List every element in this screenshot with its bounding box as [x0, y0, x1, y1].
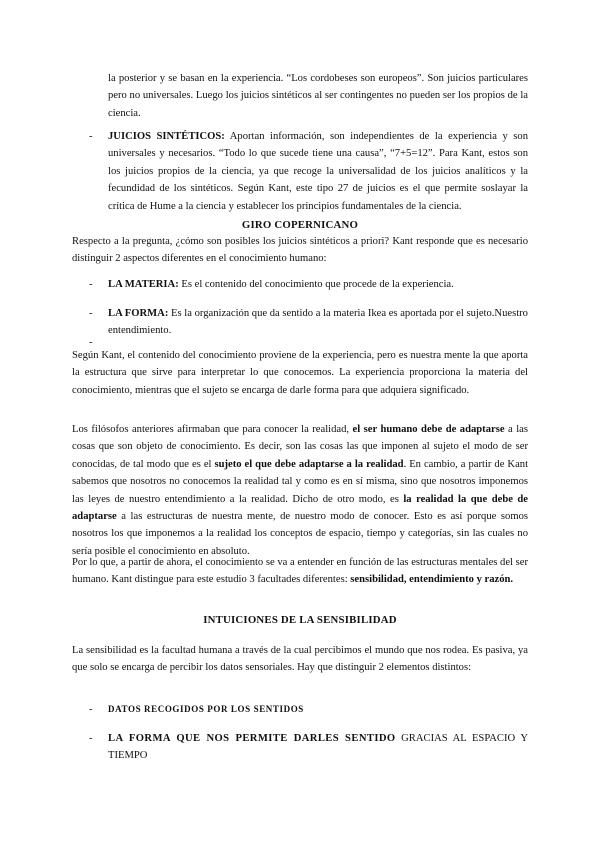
- bullet-marker: -: [89, 279, 93, 290]
- bullet-marker: -: [89, 704, 93, 715]
- bullet-datos-recogidos: [108, 701, 528, 718]
- paragraph-filosofos-anteriores: [72, 421, 528, 560]
- bold-sujeto: sujeto el que debe adaptarse a la realidad: [214, 458, 404, 470]
- bullet-juicios-sinteticos: [108, 128, 528, 215]
- term-forma-sentido: LA FORMA QUE NOS PERMITE DARLES SENTIDO: [108, 733, 396, 744]
- bullet-text: GRACIAS AL ESPACIO Y TIEMPO: [108, 733, 528, 762]
- text-run: . En cambio, a partir de Kant sabemos que nosotros no conocemos la realidad tal y como es en sí misma, sino que nosotros imponemos las leyes de nuestro entendimiento a la realidad. Dicho de otro modo, es: [72, 458, 529, 505]
- paragraph-sensibilidad: La sensibilidad es la facultad humana a través de la cual percibimos el mundo que nos rodea. Es pasiva, ya que solo se encarga de percibir los datos sensoriales. Hay que distinguir 2 elementos distintos:: [72, 645, 528, 674]
- paragraph-pregunta: Respecto a la pregunta, ¿cómo son posibles los juicios sintéticos a priori? Kant responde que es necesario distinguir 2 aspectos diferentes en el conocimiento humano:: [72, 236, 528, 265]
- term-datos-recogidos: DATOS RECOGIDOS POR LOS SENTIDOS: [108, 704, 304, 714]
- text-run: a las estructuras de nuestra mente, de nuestro modo de conocer. Esto es así porque somos nosotros los que imponemos a la realidad los conceptos de espacio, tiempo y categorías, sin las cuales no sería posible el conocimiento en absoluto.: [72, 511, 528, 557]
- paragraph-estructuras-mentales: [72, 554, 528, 589]
- paragraph-contenido-conocimiento: Según Kant, el contenido del conocimiento proviene de la experiencia, pero es nuestra mente la que aporta la estructura que sirve para interpretar lo que conocemos. La experiencia proporciona la materia del conocimiento, mientras que el sujeto se encarga de darle forma para que adquiera significado.: [72, 350, 528, 396]
- bold-realidad: la realidad la que debe de adaptarse: [72, 493, 529, 523]
- bullet-marker-empty: -: [89, 337, 93, 348]
- bullet-la-forma: [108, 305, 528, 340]
- bullet-text: Aportan información, son independientes de la experiencia y son universales y necesarios. “Todo lo que sucede tiene una causa”, “7+5=12”. Para Kant, estos son los juicios propios de la ciencia, ya que recoge la universalidad de los juicios analíticos y la fecundidad de los sintéticos. Según Kant, este tipo 27 de juicios es el que permite soslayar la crítica de Hume a la ciencia y establecer los principios fundamentales de la ciencia.: [108, 131, 529, 212]
- bold-ser-humano: el ser humano debe de adaptarse: [352, 424, 505, 435]
- paragraph-analytic-continuation: la posterior y se basan en la experiencia. “Los cordobeses son europeos”. Son juicios particulares pero no universales. Luego los juicios sintéticos al ser contingentes no pueden ser los propios de la ciencia.: [108, 73, 528, 119]
- term-la-forma: LA FORMA:: [108, 308, 169, 319]
- bold-facultades: sensibilidad, entendimiento y razón.: [350, 574, 514, 586]
- text-run: Por lo que, a partir de ahora, el conocimiento se va a entender en función de las estructuras mentales del ser humano. Kant distingue para este estudio 3 facultades diferentes:: [72, 557, 528, 586]
- bullet-marker: -: [89, 131, 93, 142]
- bullet-marker: -: [89, 733, 93, 744]
- bullet-la-forma-sentido: [108, 730, 528, 765]
- text-run: Los filósofos anteriores afirmaban que para conocer la realidad,: [72, 424, 353, 435]
- bullet-text: Es la organización que da sentido a la materia Ikea es aportada por el sujeto.Nuestro entendimiento.: [108, 308, 528, 337]
- term-la-materia: LA MATERIA:: [108, 279, 179, 290]
- heading-giro-copernicano: GIRO COPERNICANO: [241, 219, 359, 231]
- bullet-text: Es el contenido del conocimiento que procede de la experiencia.: [178, 279, 454, 290]
- heading-intuiciones-sensibilidad: INTUICIONES DE LA SENSIBILIDAD: [203, 614, 397, 626]
- bullet-la-materia: [108, 276, 528, 293]
- text-run: a las cosas que son objeto de conocimiento. Es decir, son las cosas las que imponen al sujeto el modo de ser conocidas, de tal modo que es el: [72, 424, 528, 470]
- bullet-marker: -: [89, 308, 93, 319]
- term-juicios-sinteticos: JUICIOS SINTÉTICOS:: [108, 131, 225, 142]
